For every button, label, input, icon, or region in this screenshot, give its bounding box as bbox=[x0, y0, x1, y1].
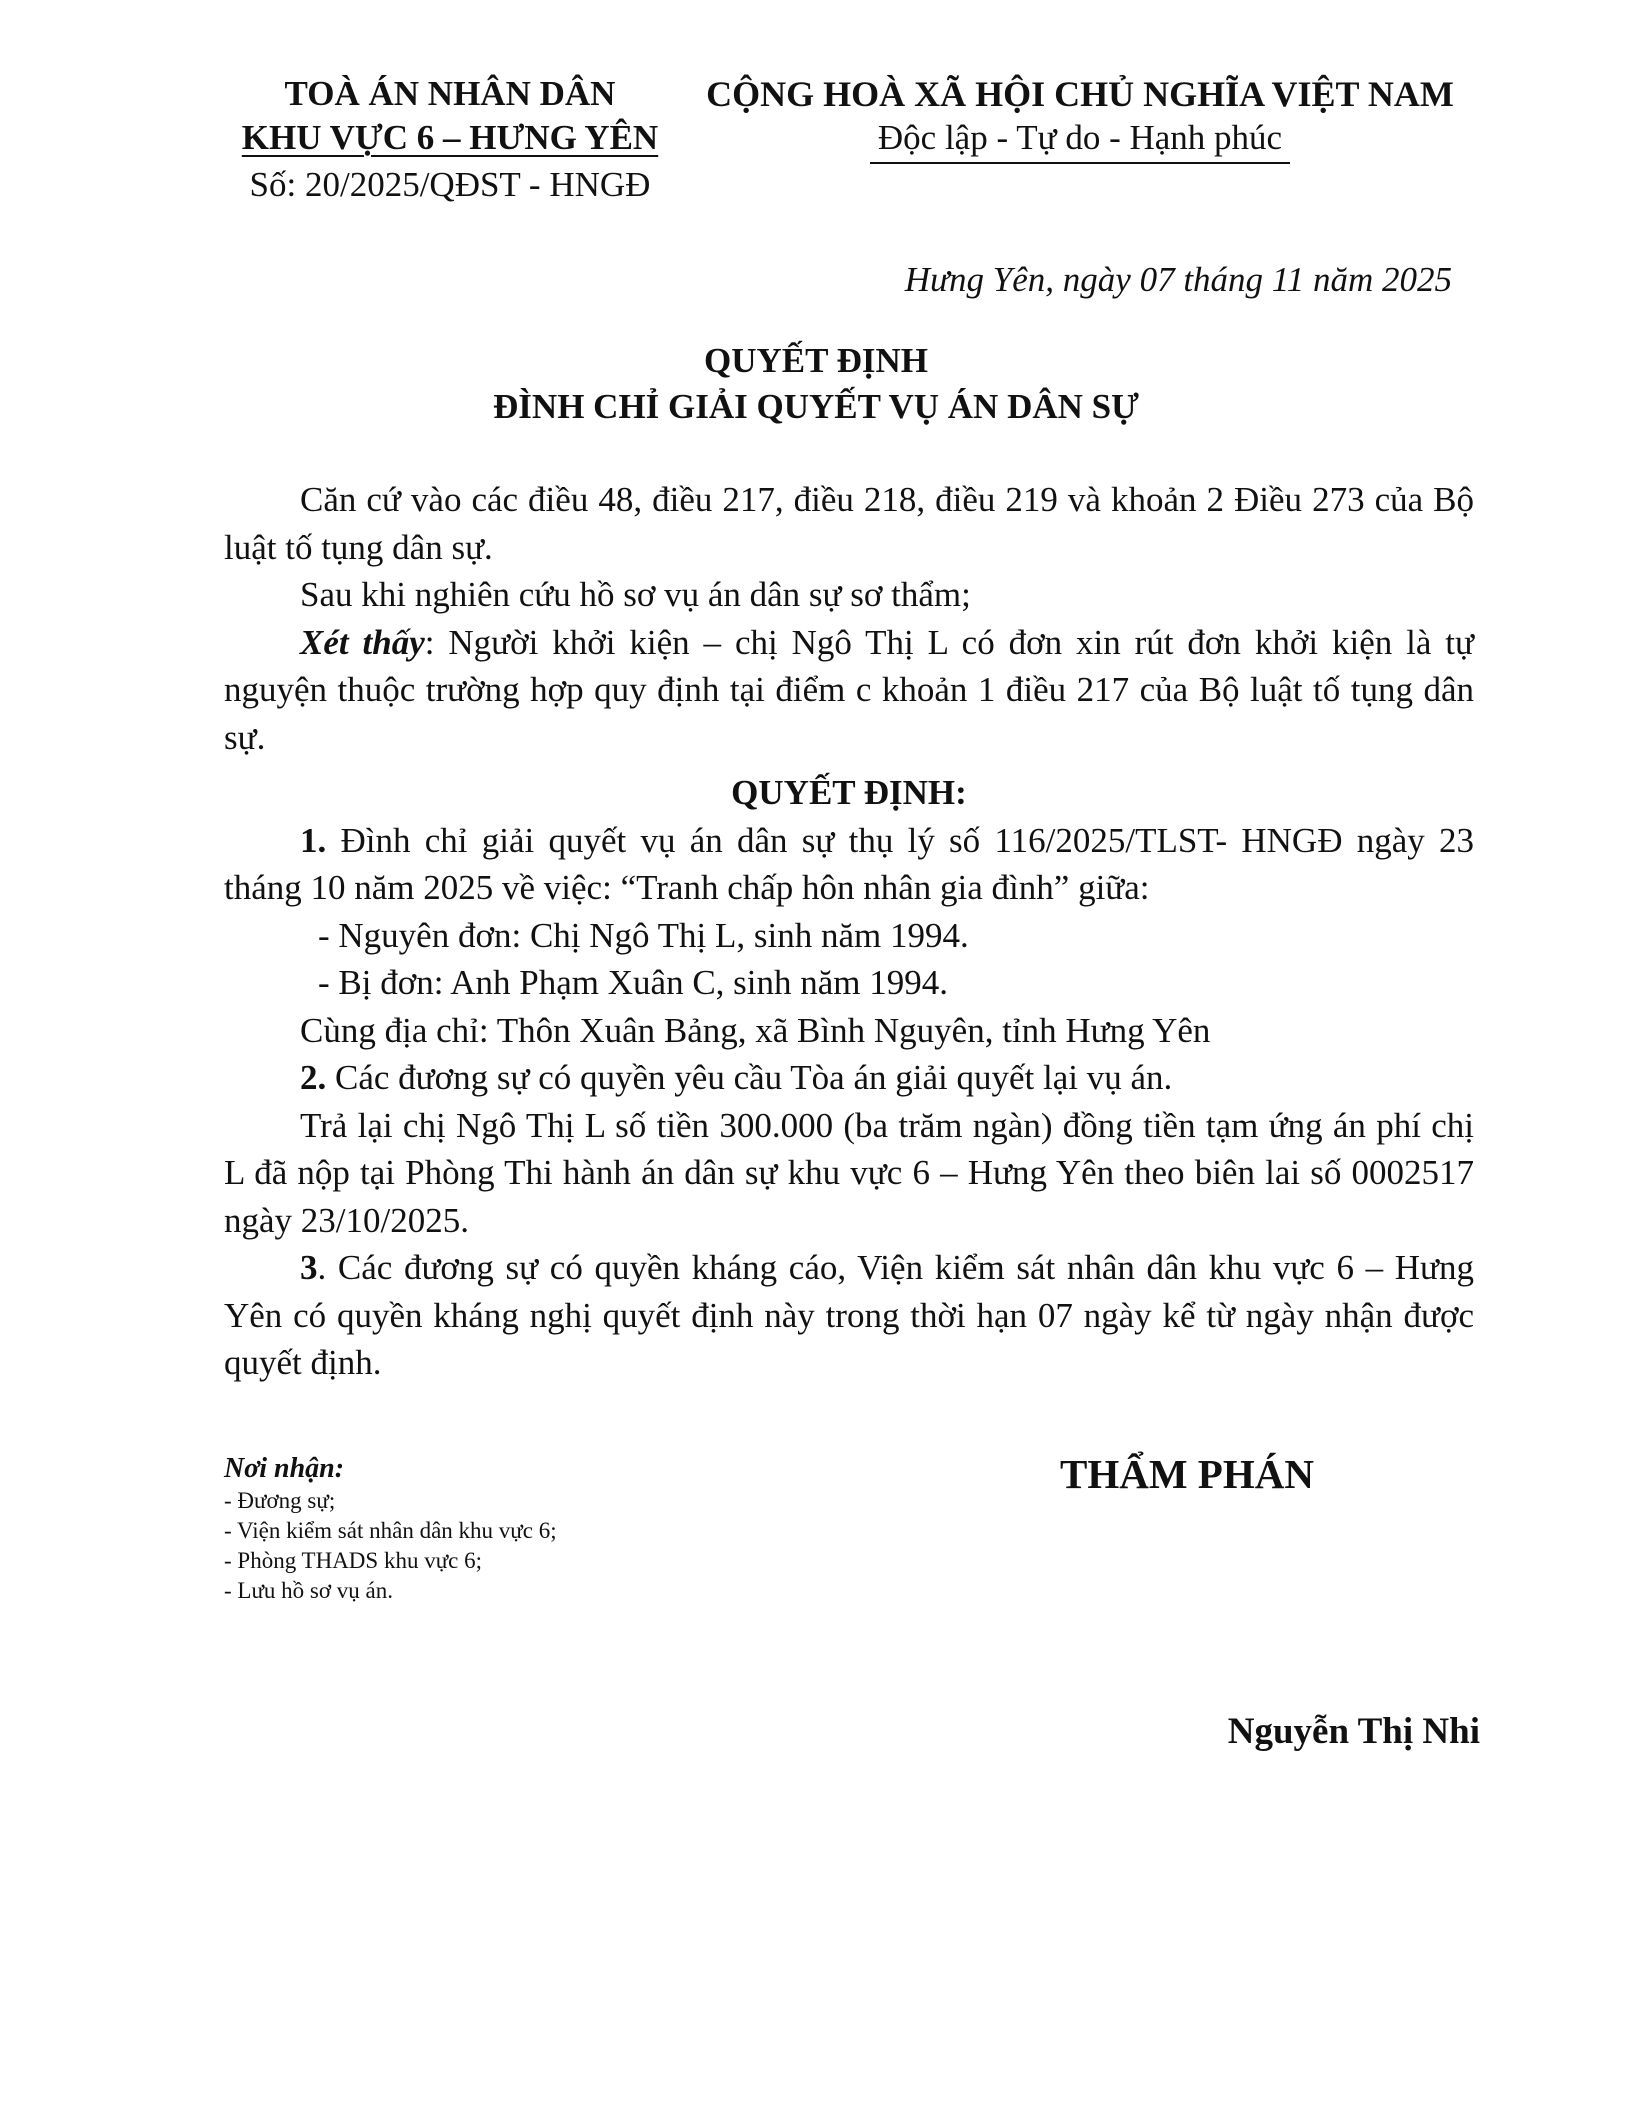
title-line-2: ĐÌNH CHỈ GIẢI QUYẾT VỤ ÁN DÂN SỰ bbox=[493, 387, 1139, 426]
refund-statement: Trả lại chị Ngô Thị L số tiền 300.000 (ba trăm ngàn) đồng tiền tạm ứng án phí chị L đã nộp tại Phòng Thi hành án dân sự khu vực 6 – Hưng Yên theo biên lai số 0002517 ngày 23/10/2025. bbox=[224, 1105, 1474, 1240]
national-motto: Độc lập - Tự do - Hạnh phúc bbox=[870, 116, 1290, 164]
item-2-text: Các đương sự có quyền yêu cầu Tòa án giải quyết lại vụ án. bbox=[326, 1058, 1173, 1097]
item-2-number: 2. bbox=[300, 1058, 327, 1097]
consideration-text: : Người khởi kiện – chị Ngô Thị L có đơn xin rút đơn khởi kiện là tự nguyện thuộc trường hợp quy định tại điểm c khoản 1 điều 217 của Bộ luật tố tụng dân sự. bbox=[224, 622, 1474, 757]
shared-address: Cùng địa chỉ: Thôn Xuân Bảng, xã Bình Nguyên, tỉnh Hưng Yên bbox=[300, 1010, 1211, 1050]
header-right bbox=[700, 72, 1460, 164]
plaintiff: - Nguyên đơn: Chị Ngô Thị L, sinh năm 1994. bbox=[318, 915, 969, 955]
consideration bbox=[224, 619, 1474, 762]
document-body bbox=[224, 476, 1474, 1387]
decision-item-1 bbox=[224, 817, 1474, 912]
recipient-item: - Phòng THADS khu vực 6; bbox=[224, 1548, 483, 1573]
recipient-item: - Viện kiểm sát nhân dân khu vực 6; bbox=[224, 1518, 557, 1543]
defendant: - Bị đơn: Anh Phạm Xuân C, sinh năm 1994. bbox=[318, 963, 949, 1002]
decision-item-3 bbox=[224, 1244, 1474, 1387]
place-date: Hưng Yên, ngày 07 tháng 11 năm 2025 bbox=[904, 260, 1452, 299]
court-region: KHU VỰC 6 – HƯNG YÊN bbox=[241, 118, 659, 157]
legal-basis: Căn cứ vào các điều 48, điều 217, điều 218, điều 219 và khoản 2 Điều 273 của Bộ luật tố tụng dân sự. bbox=[224, 480, 1474, 567]
document-title bbox=[0, 338, 1632, 430]
item-3-text: . Các đương sự có quyền kháng cáo, Viện kiểm sát nhân dân khu vực 6 – Hưng Yên có quyền kháng nghị quyết định này trong thời hạn 07 ngày kể từ ngày nhận được quyết định. bbox=[224, 1248, 1474, 1382]
item-1-number: 1. bbox=[300, 820, 327, 860]
consideration-label: Xét thấy bbox=[300, 622, 425, 662]
national-title: CỘNG HOÀ XÃ HỘI CHỦ NGHĨA VIỆT NAM bbox=[706, 74, 1454, 114]
recipients-title: Nơi nhận: bbox=[224, 1453, 345, 1484]
item-1-text: Đình chỉ giải quyết vụ án dân sự thụ lý số 116/2025/TLST- HNGĐ ngày 23 tháng 10 năm 2025 về việc: “Tranh chấp hôn nhân gia đình” giữa: bbox=[224, 820, 1474, 907]
header-left bbox=[230, 72, 670, 210]
court-name: TOÀ ÁN NHÂN DÂN bbox=[284, 74, 616, 113]
decision-item-2 bbox=[224, 1054, 1474, 1102]
research-statement: Sau khi nghiên cứu hồ sơ vụ án dân sự sơ thẩm; bbox=[300, 575, 971, 614]
decision-heading: QUYẾT ĐỊNH: bbox=[731, 773, 967, 812]
item-3-number: 3 bbox=[300, 1248, 318, 1287]
title-line-1: QUYẾT ĐỊNH bbox=[704, 341, 928, 380]
recipients bbox=[224, 1452, 824, 1606]
document-number: Số: 20/2025/QĐST - HNGĐ bbox=[249, 165, 651, 204]
judge-name: Nguyễn Thị Nhi bbox=[1227, 1711, 1480, 1752]
recipient-item: - Lưu hồ sơ vụ án. bbox=[224, 1578, 393, 1603]
recipient-item: - Đương sự; bbox=[224, 1488, 336, 1513]
judge-title: THẨM PHÁN bbox=[1060, 1451, 1314, 1497]
